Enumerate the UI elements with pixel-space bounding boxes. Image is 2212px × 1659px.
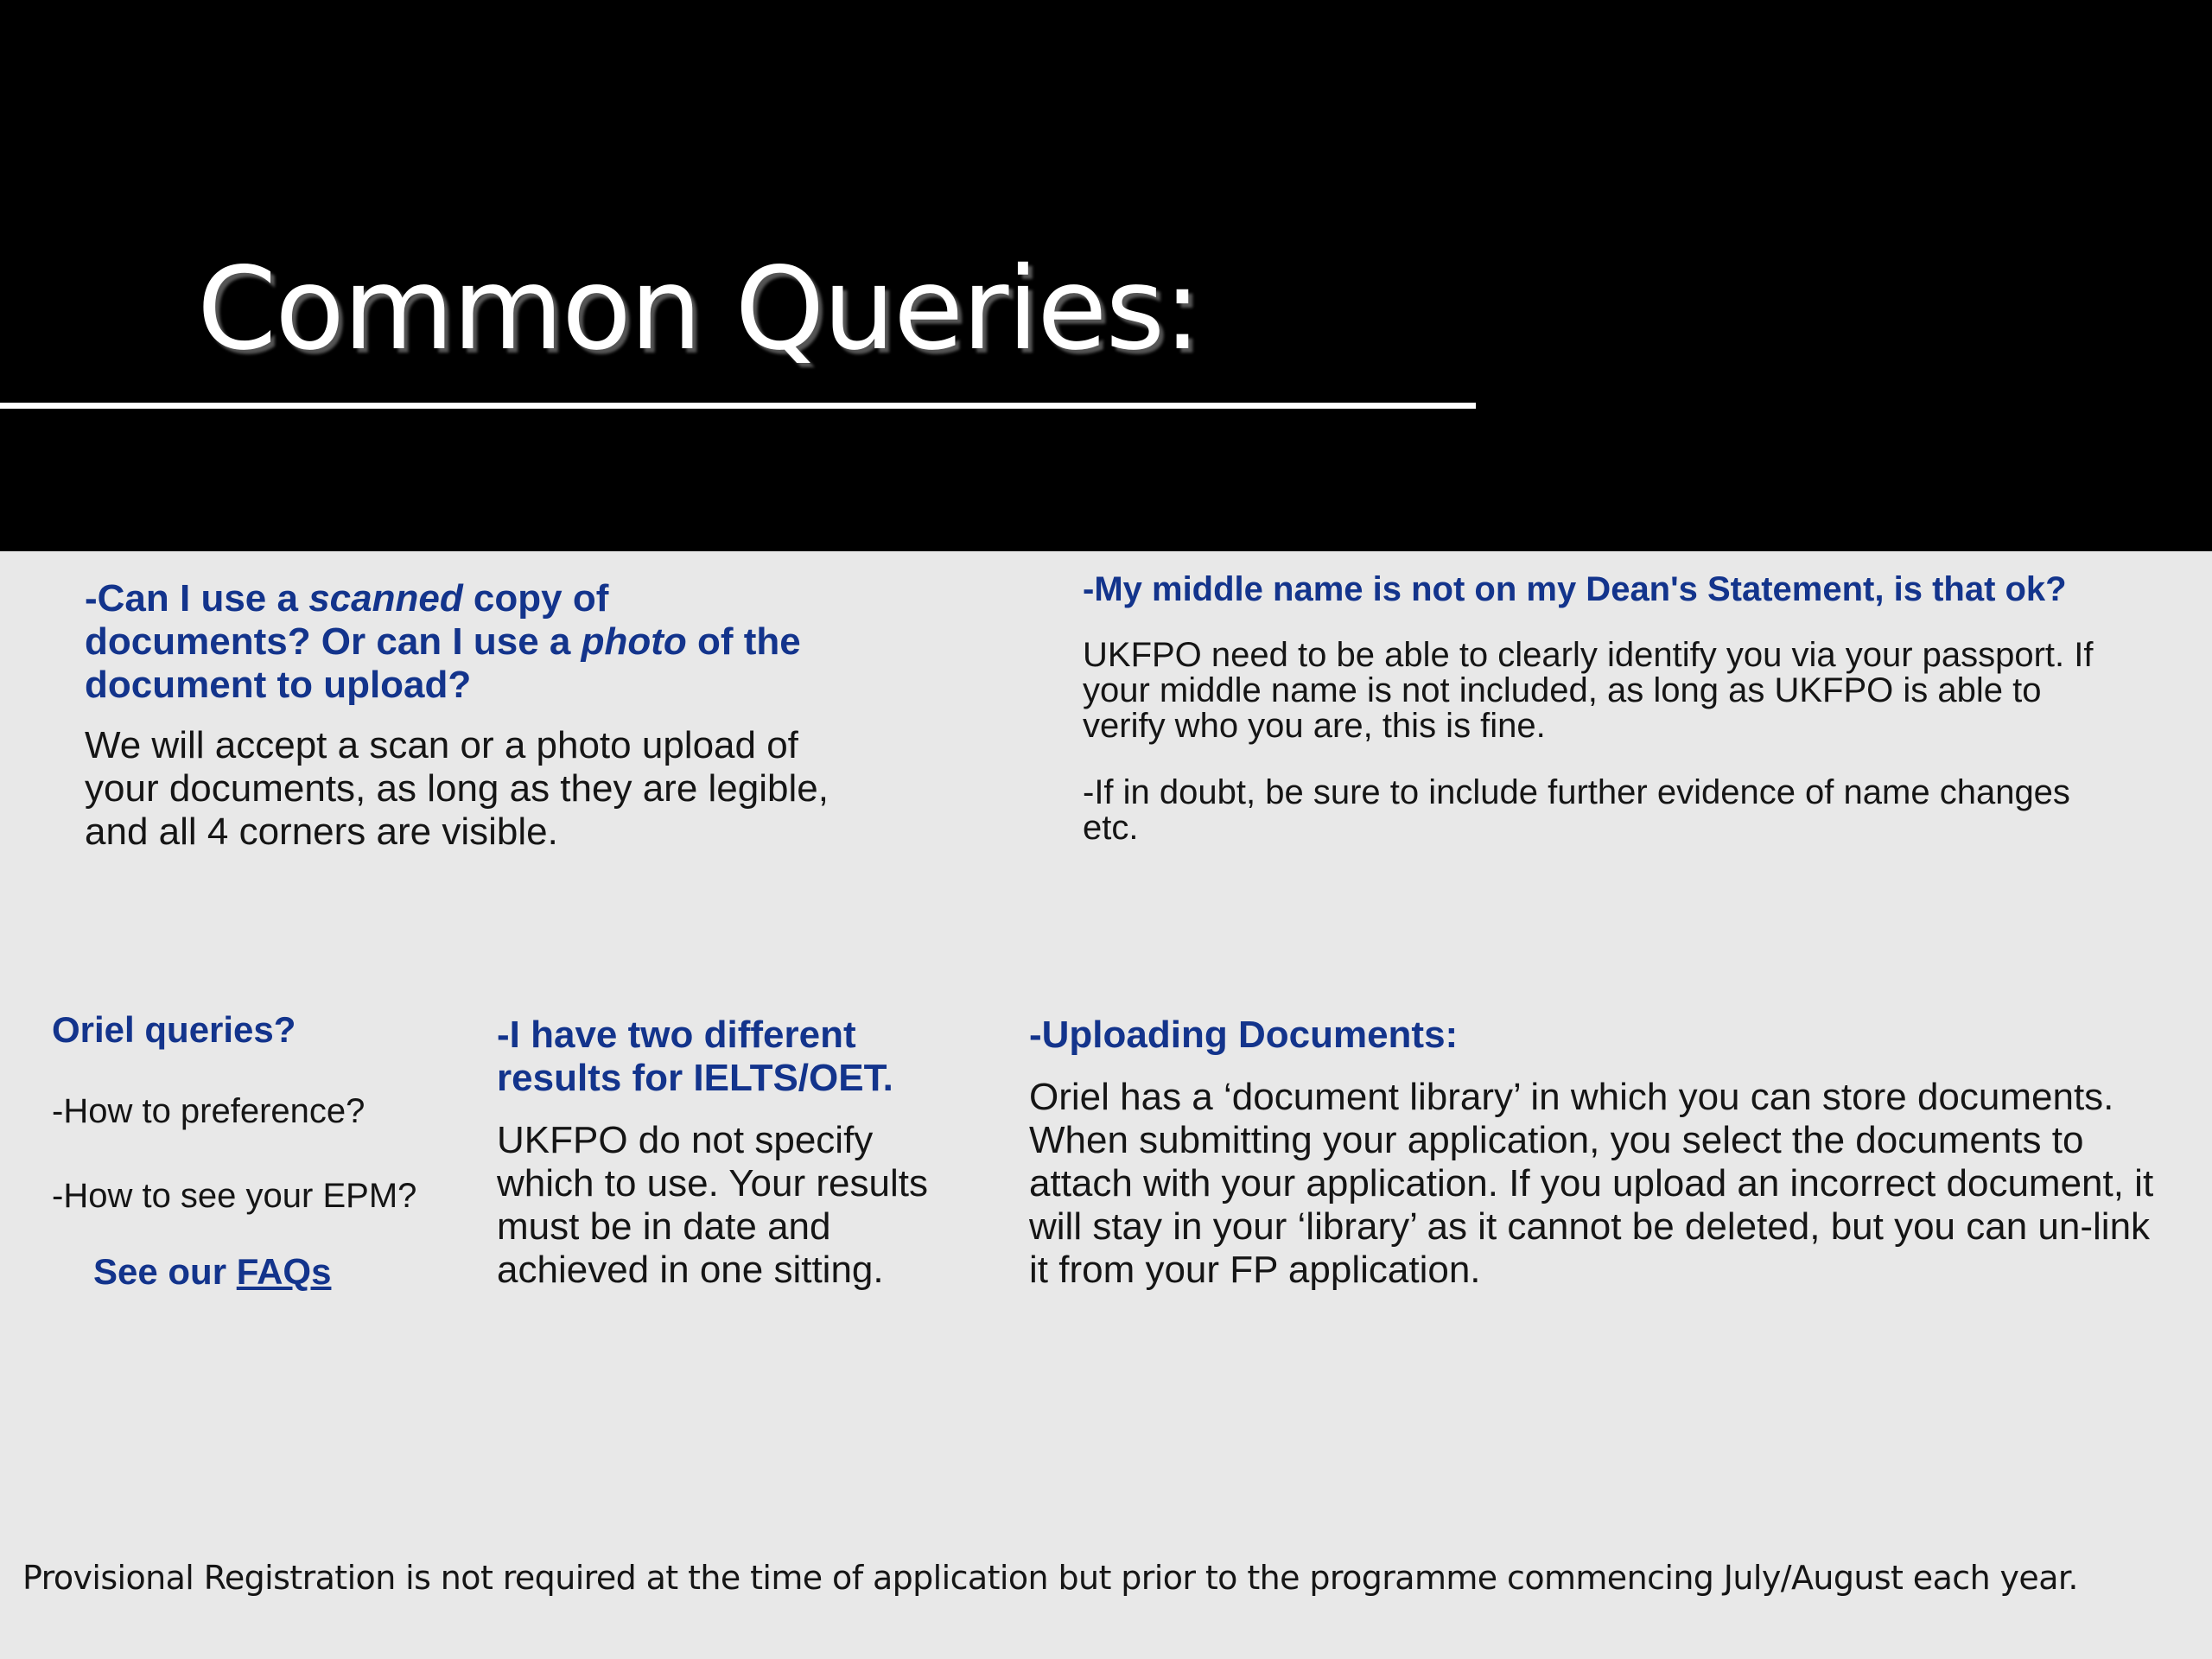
middle-name-question: -My middle name is not on my Dean's Statement, is that ok?	[1083, 570, 2067, 608]
question-text: -Can I use a	[85, 577, 309, 620]
ielts-query-block	[497, 1014, 946, 1292]
question-emphasis: photo	[581, 620, 687, 663]
faq-line	[93, 1251, 432, 1293]
faq-link[interactable]: FAQs	[236, 1251, 332, 1292]
footer-note: Provisional Registration is not required at the time of application but prior to the programme commencing July/August each year.	[22, 1559, 2078, 1597]
oriel-item-preference: -How to preference?	[52, 1092, 365, 1130]
ielts-answer: UKFPO do not specify which to use. Your results must be in date and achieved in one sitting.	[497, 1119, 928, 1291]
scan-query-block	[85, 577, 836, 854]
oriel-item-epm: -How to see your EPM?	[52, 1177, 417, 1215]
scan-answer: We will accept a scan or a photo upload of your documents, as long as they are legible, and all 4 corners are visible.	[85, 724, 829, 853]
title-underline	[0, 403, 1476, 409]
oriel-heading: Oriel queries?	[52, 1009, 296, 1050]
oriel-query-block	[52, 1009, 432, 1293]
upload-answer: Oriel has a ‘document library’ in which you can store documents. When submitting your application, you select the documents to attach with your application. If you upload an incorrect document, it will stay in your ‘library’ as it cannot be deleted, but you can un-link it from your FP application.	[1029, 1076, 2154, 1291]
slide-content	[0, 551, 2212, 1659]
middle-name-answer: UKFPO need to be able to clearly identify you via your passport. If your middle name is not included, as long as UKFPO is able to verify who you are, this is fine.	[1083, 636, 2094, 745]
title-header	[0, 0, 2212, 551]
middle-name-note: -If in doubt, be sure to include further evidence of name changes etc.	[1083, 773, 2070, 847]
upload-question: -Uploading Documents:	[1029, 1014, 1459, 1056]
faq-prefix: See our	[93, 1251, 237, 1292]
middle-name-query-block	[1083, 572, 2102, 846]
slide-title: Common Queries:	[197, 243, 1200, 376]
question-text: of the document to upload?	[85, 620, 801, 706]
question-text: copy of documents? Or can I use a	[85, 577, 609, 663]
upload-query-block	[1029, 1014, 2170, 1292]
question-emphasis: scanned	[308, 577, 463, 620]
ielts-question: -I have two different results for IELTS/OET.	[497, 1014, 893, 1099]
scan-question	[85, 577, 836, 707]
